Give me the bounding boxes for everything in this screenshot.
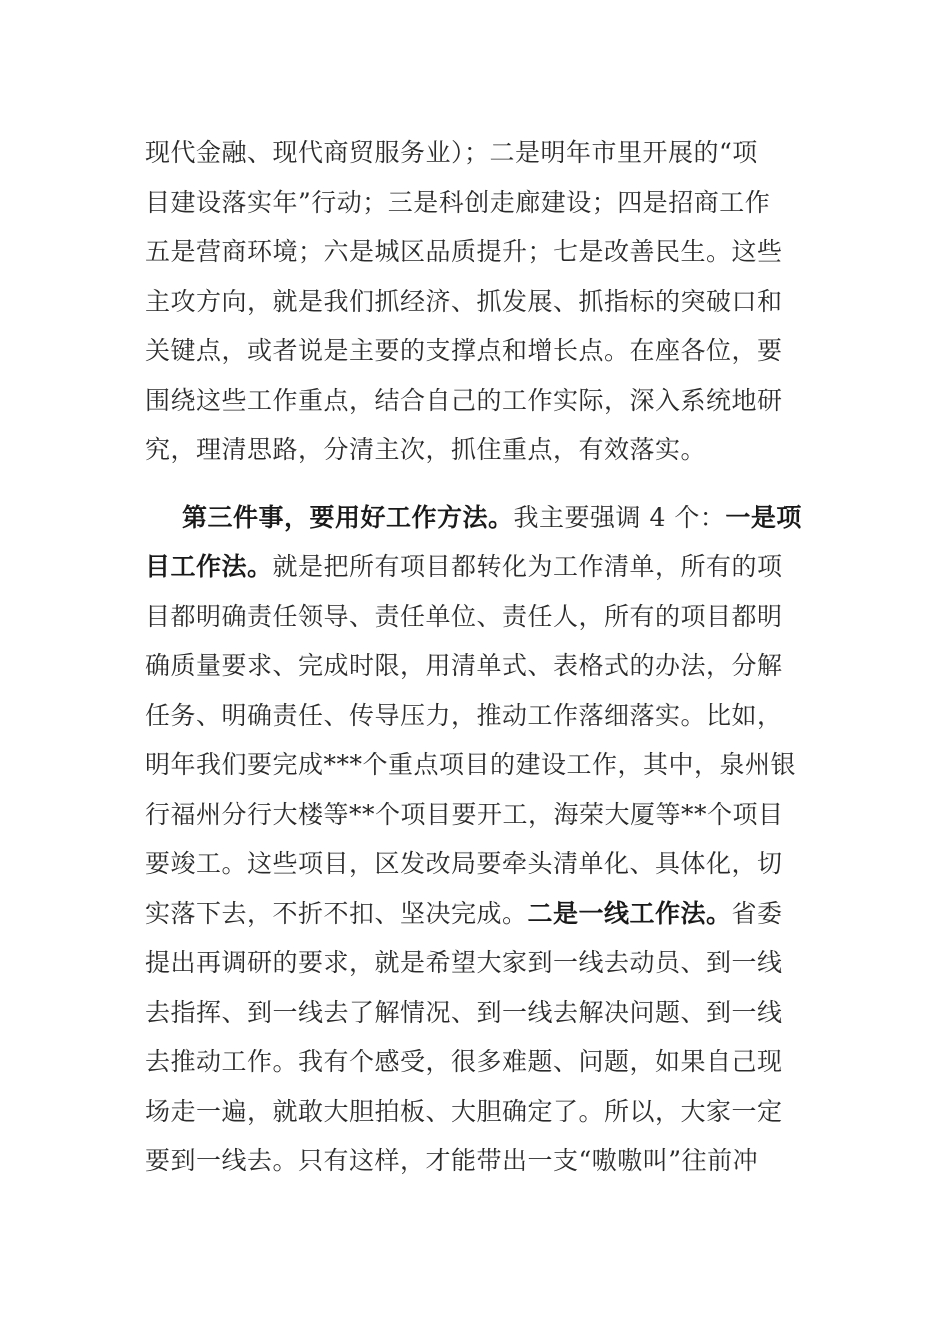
text-line: 任务、明确责任、传导压力，推动工作落细落实。比如， — [145, 700, 783, 730]
text-line: 去指挥、到一线去了解情况、到一线去解决问题、到一线 — [145, 997, 783, 1027]
paragraph-gap — [145, 475, 810, 493]
inline-text: 我主要强调 4 个： — [513, 502, 726, 532]
document-body — [145, 128, 810, 1186]
inline-text: 实落下去，不折不扣、坚决完成。 — [145, 898, 528, 928]
text-line — [145, 542, 810, 592]
text-line: 明年我们要完成***个重点项目的建设工作，其中，泉州银 — [145, 750, 797, 779]
text-line: 场走一遍，就敢大胆拍板、大胆确定了。所以，大家一定 — [145, 1096, 783, 1126]
bold-method-one-end: 目工作法。 — [145, 552, 273, 581]
bold-method-two: 二是一线工作法。 — [527, 898, 732, 928]
text-line: 五是营商环境；六是城区品质提升；七是改善民生。这些 — [145, 237, 783, 266]
text-line: 提出再调研的要求，就是希望大家到一线去动员、到一线 — [145, 948, 783, 977]
heading-third-matter: 第三件事，要用好工作方法。 — [182, 502, 514, 532]
text-line — [145, 889, 810, 939]
inline-text: 就是把所有项目都转化为工作清单，所有的项 — [272, 552, 783, 581]
paragraph-1 — [145, 128, 810, 475]
text-line: 要竣工。这些项目，区发改局要牵头清单化、具体化，切 — [145, 849, 783, 878]
text-line: 目都明确责任领导、责任单位、责任人，所有的项目都明 — [145, 601, 783, 631]
text-line — [145, 493, 810, 543]
text-line: 现代金融、现代商贸服务业）；二是明年市里开展的“项 — [145, 138, 758, 167]
text-line: 要到一线去。只有这样，才能带出一支“嗷嗷叫”往前冲 — [145, 1146, 759, 1175]
text-line: 主攻方向，就是我们抓经济、抓发展、抓指标的突破口和 — [145, 286, 783, 316]
paragraph-2 — [145, 493, 810, 1186]
text-line: 目建设落实年”行动；三是科创走廊建设；四是招商工作 — [145, 187, 771, 217]
text-line: 关键点，或者说是主要的支撑点和增长点。在座各位，要 — [145, 336, 783, 365]
inline-text: 省委 — [731, 898, 783, 928]
text-line: 去推动工作。我有个感受，很多难题、问题，如果自己现 — [145, 1047, 783, 1076]
text-line: 确质量要求、完成时限，用清单式、表格式的办法，分解 — [145, 651, 783, 680]
text-line: 究，理清思路，分清主次，抓住重点，有效落实。 — [145, 435, 707, 464]
text-line: 行福州分行大楼等**个项目要开工，海荣大厦等**个项目 — [145, 799, 784, 829]
text-line: 围绕这些工作重点，结合自己的工作实际，深入系统地研 — [145, 385, 783, 415]
bold-method-one-start: 一是项 — [725, 502, 802, 532]
